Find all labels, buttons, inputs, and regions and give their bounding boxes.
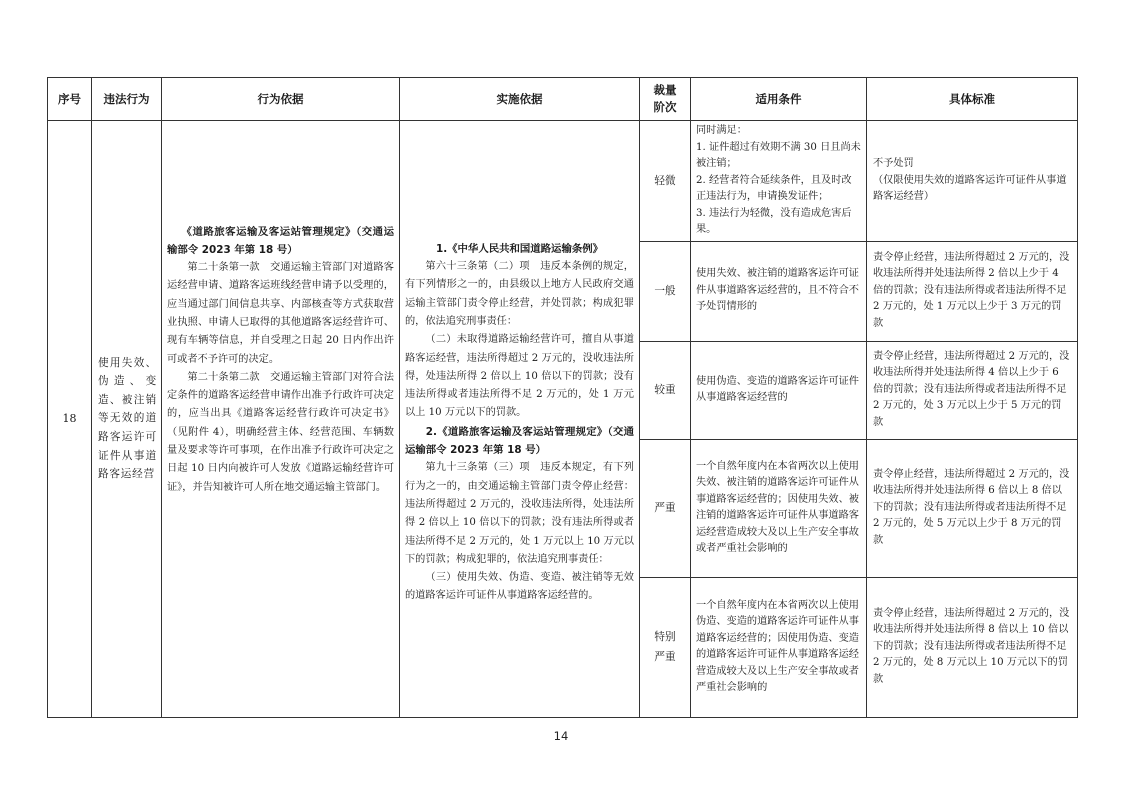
condition-extremely-serious: 一个自然年度内在本省两次以上使用伪造、变造的道路客运许可证件从事道路客运经营的；因使用伪造、变造的道路客运许可证件从事道路客运经营造成较大及以上生产安全事故或者严重社会影响的 <box>691 577 867 717</box>
row-number: 18 <box>48 121 92 718</box>
header-row <box>48 78 1078 121</box>
penalty-discretion-table <box>47 77 1078 718</box>
condition-line: 1. 证件超过有效期不满 30 日且尚未被注销； <box>696 141 861 169</box>
condition-line: 2. 经营者符合延续条件，且及时改正违法行为，申请换发证件； <box>696 174 852 202</box>
level-extremely-serious-text: 特别严重 <box>654 631 676 663</box>
page-number: 14 <box>553 729 569 743</box>
header-no: 序号 <box>48 78 92 121</box>
standard-serious-minor: 责令停止经营，违法所得超过 2 万元的，没收违法所得并处违法所得 4 倍以上少于 6 倍的罚款；没有违法所得或者违法所得不足 2 万元的，处 3 万元以上少于 5 万元的罚款 <box>867 341 1078 439</box>
condition-line: 3. 违法行为轻微，没有造成危害后果。 <box>696 207 852 235</box>
impl-paragraph: 第九十三条第（三）项 违反本规定，有下列行为之一的，由交通运输主管部门责令停止经营：违法所得超过 2 万元的，没收违法所得，处违法所得 2 倍以上 10 倍以下的罚款；没有违法所得或者违法所得不足 2 万元的，处 1 万元以上 10 万元以下的罚款；构成犯罪的，依法追究刑事责任： <box>405 462 634 565</box>
impl-paragraph: 第六十三条第（二）项 违反本条例的规定，有下列情形之一的，由县级以上地方人民政府交通运输主管部门责令停止经营，并处罚款；构成犯罪的，依法追究刑事责任： <box>405 261 634 327</box>
condition-line: 同时满足： <box>696 125 747 136</box>
header-cond: 适用条件 <box>691 78 867 121</box>
level-serious-minor: 较重 <box>640 341 691 439</box>
level-extremely-serious <box>640 577 691 717</box>
impl-paragraph: （二）未取得道路运输经营许可，擅自从事道路客运经营，违法所得超过 2 万元的，没收违法所得，处违法所得 2 倍以上 10 倍以下的罚款；没有违法所得或者违法所得不足 2 万元的，处 1 万元以上 10 万元以下的罚款。 <box>405 334 634 419</box>
level-general: 一般 <box>640 241 691 341</box>
impl-title-1: 1.《中华人民共和国道路运输条例》 <box>435 242 604 255</box>
header-basis: 行为依据 <box>162 78 400 121</box>
header-std: 具体标准 <box>867 78 1078 121</box>
header-level <box>640 78 691 121</box>
level-minor: 轻微 <box>640 121 691 242</box>
standard-minor: 不予处罚 （仅限使用失效的道路客运许可证件从事道路客运经营） <box>867 121 1078 242</box>
basis-paragraph: 第二十条第一款 交通运输主管部门对道路客运经营申请、道路客运班线经营申请予以受理的，应当通过部门间信息共享、内部核查等方式获取营业执照、申请人已取得的其他道路客运经营许可、现有车辆等信息，并自受理之日起 20 日内作出许可或者不予许可的决定。 <box>167 262 394 365</box>
condition-general: 使用失效、被注销的道路客运许可证件从事道路客运经营的，且不符合不予处罚情形的 <box>691 241 867 341</box>
behavior-basis <box>162 121 400 718</box>
condition-serious: 一个自然年度内在本省两次以上使用失效、被注销的道路客运许可证件从事道路客运经营的；因使用失效、被注销的道路客运许可证件从事道路客运经营造成较大及以上生产安全事故或者严重社会影响的 <box>691 439 867 577</box>
table-row <box>48 121 1078 242</box>
condition-minor <box>691 121 867 242</box>
standard-general: 责令停止经营，违法所得超过 2 万元的，没收违法所得并处违法所得 2 倍以上少于 4 倍的罚款；没有违法所得或者违法所得不足 2 万元的，处 1 万元以上少于 3 万元的罚款 <box>867 241 1078 341</box>
basis-title: 《道路旅客运输及客运站管理规定》（交通运输部令 2023 年第 18 号） <box>167 225 394 256</box>
violation-act: 使用失效、伪造、变造、被注销等无效的道路客运许可证件从事道路客运经营 <box>92 121 162 718</box>
header-impl: 实施依据 <box>400 78 640 121</box>
impl-title-2: 2.《道路旅客运输及客运站管理规定》（交通运输部令 2023 年第 18 号） <box>405 425 634 457</box>
condition-serious-minor: 使用伪造、变造的道路客运许可证件从事道路客运经营的 <box>691 341 867 439</box>
header-level-text: 裁量阶次 <box>653 83 677 114</box>
header-act: 违法行为 <box>92 78 162 121</box>
standard-serious: 责令停止经营，违法所得超过 2 万元的，没收违法所得并处违法所得 6 倍以上 8 倍以下的罚款；没有违法所得或者违法所得不足 2 万元的，处 5 万元以上少于 8 万元的罚款 <box>867 439 1078 577</box>
standard-extremely-serious: 责令停止经营，违法所得超过 2 万元的，没收违法所得并处违法所得 8 倍以上 10 倍以下的罚款；没有违法所得或者违法所得不足 2 万元的，处 8 万元以上 10 万元以下的罚款 <box>867 577 1078 717</box>
implementation-basis <box>400 121 640 718</box>
basis-paragraph: 第二十条第二款 交通运输主管部门对符合法定条件的道路客运经营申请作出准予行政许可决定的，应当出具《道路客运经营行政许可决定书》（见附件 4），明确经营主体、经营范围、车辆数量及要求等许可事项，在作出准予行政许可决定之日起 10 日内向被许可人发放《道路运输经营许可证》，并告知被许可人所在地交通运输主管部门。 <box>167 371 394 493</box>
level-serious: 严重 <box>640 439 691 577</box>
impl-paragraph: （三）使用失效、伪造、变造、被注销等无效的道路客运许可证件从事道路客运经营的。 <box>405 572 634 602</box>
